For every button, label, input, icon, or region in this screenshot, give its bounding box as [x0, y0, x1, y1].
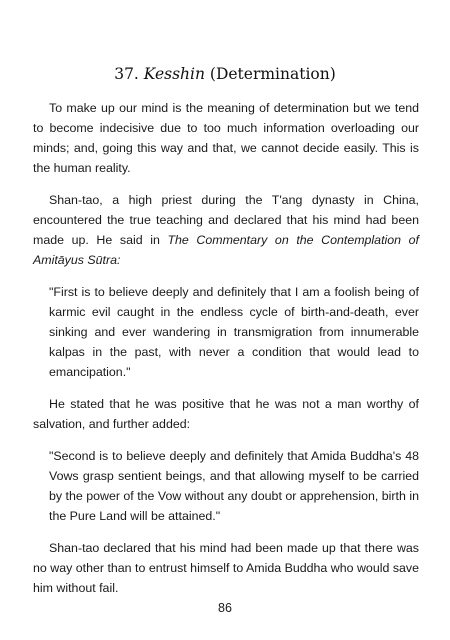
- paragraph-3: He stated that he was positive that he was not a man worthy of salvation, and further added:: [33, 397, 419, 431]
- page-body: [33, 98, 419, 610]
- book-title: The Commentary on the Contemplation of Amitāyus Sūtra:: [33, 233, 419, 267]
- paragraph-2: [33, 190, 419, 270]
- chapter-term: Kesshin: [143, 65, 205, 83]
- chapter-title: [0, 64, 450, 84]
- paragraph-2-text: Shan-tao, a high priest during the T'ang dynasty in China, encountered the true teaching and declared that his mind had been made up. He said in: [33, 193, 419, 247]
- page-number: 86: [218, 601, 232, 615]
- paragraph-4: Shan-tao declared that his mind had been made up that there was no way other than to entrust himself to Amida Buddha who would save him without fail.: [33, 541, 419, 595]
- chapter-number: 37.: [114, 65, 139, 83]
- chapter-gloss: (Determination): [209, 65, 336, 83]
- quote-1: "First is to believe deeply and definitely that I am a foolish being of karmic evil caught in the endless cycle of birth-and-death, ever sinking and ever wandering in transmigration from innumerable kalpas in the past, with never a condition that would lead to emancipation.": [49, 285, 419, 379]
- paragraph-1: To make up our mind is the meaning of determination but we tend to become indecisive due to too much information overloading our minds; and, going this way and that, we cannot decide easily. This is the human reality.: [33, 101, 419, 175]
- quote-2: "Second is to believe deeply and definitely that Amida Buddha's 48 Vows grasp sentient beings, and that allowing myself to be carried by the power of the Vow without any doubt or apprehension, birth in the Pure Land will be attained.": [49, 449, 419, 523]
